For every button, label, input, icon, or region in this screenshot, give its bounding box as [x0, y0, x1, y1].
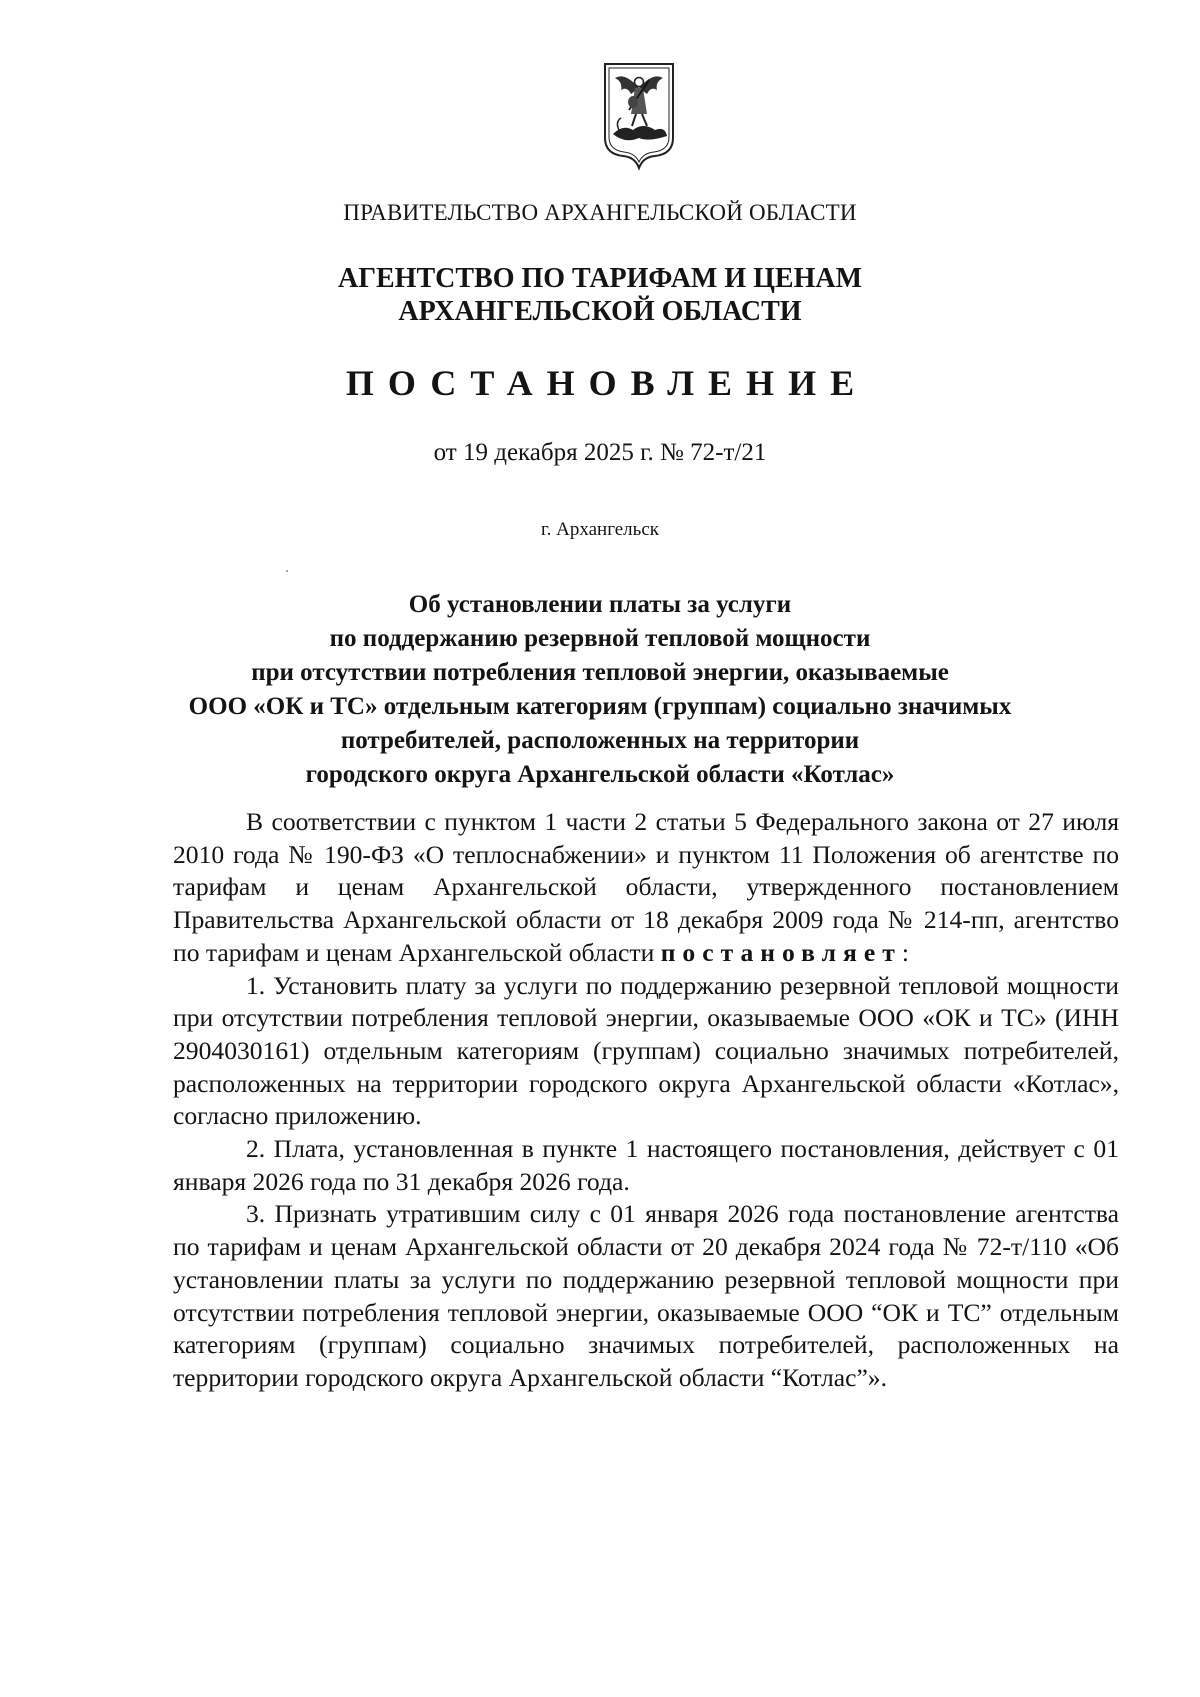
agency-title-line-2: АРХАНГЕЛЬСКОЙ ОБЛАСТИ	[398, 296, 802, 327]
agency-title-line-1: АГЕНТСТВО ПО ТАРИФАМ И ЦЕНАМ	[337, 263, 863, 294]
preamble-paragraph	[173, 806, 1119, 970]
document-heading	[0, 588, 1200, 792]
scan-speck	[286, 570, 288, 572]
heading-line-4: ООО «ОК и ТС» отдельным категориям (группам) социально значимых	[188, 693, 1012, 720]
heading-line-5: потребителей, расположенных на территории	[340, 727, 860, 754]
document-date-number: от 19 декабря 2025 г. № 72-т/21	[433, 439, 767, 466]
item-3-paragraph: 3. Признать утратившим силу с 01 января 2026 года постановление агентства по тарифам и ценам Архангельской области от 20 декабря 2024 года № 72-т/110 «Об установлении платы за услуги по поддержанию резервной тепловой мощности при отсутствии потребления тепловой энергии, оказываемые ООО “ОК и ТС” отдельным категориям (группам) социально значимых потребителей, расположенных на территории городского округа Архангельской области “Котлас”».	[173, 1199, 1119, 1392]
agency-title	[0, 262, 1200, 328]
item-2-paragraph: 2. Плата, установленная в пункте 1 настоящего постановления, действует с 01 января 2026 года по 31 декабря 2026 года.	[173, 1134, 1119, 1196]
preamble-end: :	[901, 937, 909, 967]
document-type: ПОСТАНОВЛЕНИЕ	[345, 363, 869, 403]
document-body	[173, 806, 1119, 1395]
heading-line-6: городского округа Архангельской области «Котлас»	[305, 761, 895, 788]
preamble-verb: постановляет	[660, 937, 902, 967]
coat-of-arms-icon	[599, 60, 679, 172]
government-title: ПРАВИТЕЛЬСТВО АРХАНГЕЛЬСКОЙ ОБЛАСТИ	[343, 200, 857, 225]
document-city: г. Архангельск	[540, 519, 659, 540]
heading-line-3: при отсутствии потребления тепловой энергии, оказываемые	[251, 659, 949, 686]
item-1-paragraph: 1. Установить плату за услуги по поддержанию резервной тепловой мощности при отсутствии потребления тепловой энергии, оказываемые ООО «ОК и ТС» (ИНН 2904030161) отдельным категориям (группам) социально значимых потребителей, расположенных на территории городского округа Архангельской области «Котлас», согласно приложению.	[173, 970, 1119, 1131]
heading-line-1: Об установлении платы за услуги	[408, 591, 792, 618]
heading-line-2: по поддержанию резервной тепловой мощности	[329, 625, 871, 652]
preamble-text: В соответствии с пунктом 1 части 2 статьи 5 Федерального закона от 27 июля 2010 года № 190-ФЗ «О теплоснабжении» и пунктом 11 Положения об агентстве по тарифам и ценам Архангельской области, утвержденного постановлением Правительства Архангельской области от 18 декабря 2009 года № 214-пп, агентство по тарифам и ценам Архангельской области	[173, 807, 1119, 967]
